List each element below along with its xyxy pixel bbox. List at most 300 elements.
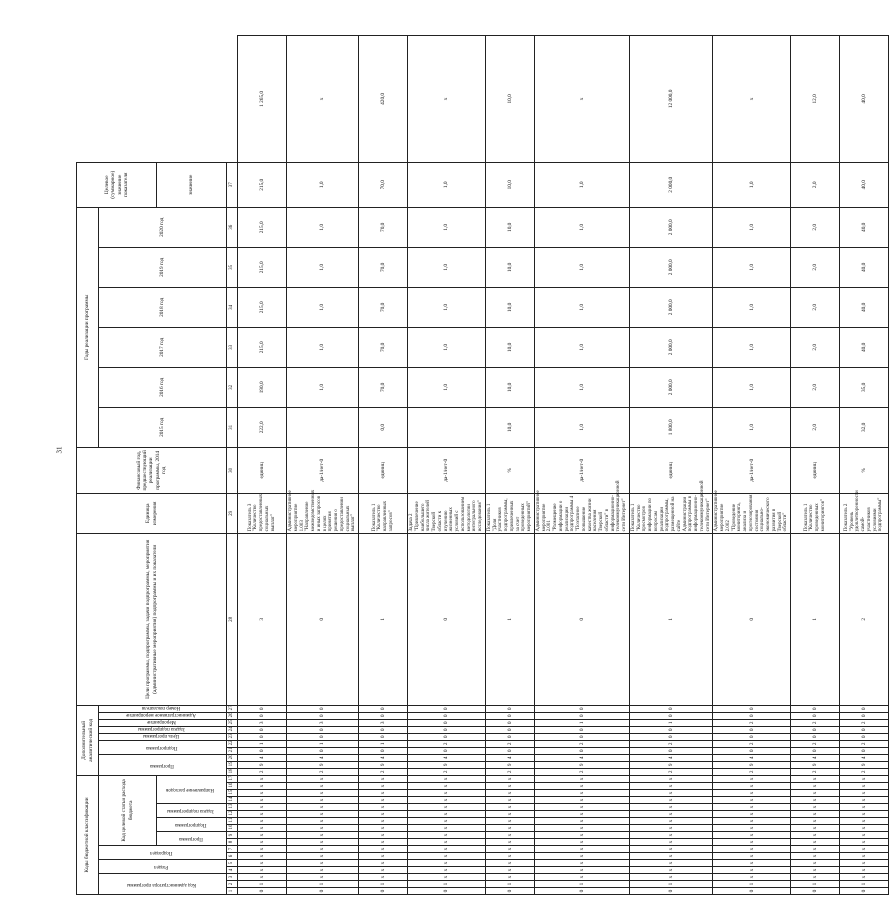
year-value-cell: 2 000,0 xyxy=(629,367,713,407)
table-row xyxy=(485,36,534,895)
code-cell: х xyxy=(238,804,287,811)
year-value-cell: 1,0 xyxy=(287,367,359,407)
code-cell: х xyxy=(287,797,359,804)
code-cell: 0 xyxy=(408,719,486,726)
code-cell: х xyxy=(238,832,287,839)
code-cell: 4 xyxy=(791,754,840,761)
code-cell: 3 xyxy=(359,719,408,726)
unit-cell: да-1/нет-0 xyxy=(713,447,791,493)
code-cell: 1 xyxy=(629,881,713,888)
indicator-name-cell: Административное мероприятие 2.002 "Проведение мониторинга, анализа и прогнозирования состояния социально-экономического развития в Тверской области" xyxy=(713,493,791,533)
code-cell: 1 xyxy=(238,881,287,888)
code-cell: 9 xyxy=(629,761,713,768)
code-cell: х xyxy=(629,818,713,825)
code-cell: 1 xyxy=(485,533,534,705)
code-cell: 2 xyxy=(534,768,629,775)
header-year-5: 2020 год xyxy=(99,207,227,247)
code-cell: х xyxy=(408,874,486,881)
indicator-name-cell: Административное мероприятие 2.001 "Размещение информации о реализации подпрограммы 4 "Поэтапное повышение качества жизни населения Тверской области" в информационно-телекоммуникационной сети Интернет" xyxy=(534,493,629,533)
code-cell: х xyxy=(713,818,791,825)
code-cell: 1 xyxy=(359,533,408,705)
code-cell: 4 xyxy=(287,754,359,761)
code-cell: х xyxy=(840,804,889,811)
column-number-cell: 31 xyxy=(227,407,238,447)
unit-cell: % xyxy=(485,447,534,493)
year-value-cell: 10,0 xyxy=(485,287,534,327)
year-value-cell: 215,0 xyxy=(238,327,287,367)
code-cell: х xyxy=(287,874,359,881)
code-cell: 0 xyxy=(408,705,486,712)
unit-cell: да-1/нет-0 xyxy=(534,447,629,493)
unit-cell: единиц xyxy=(359,447,408,493)
column-number-cell: 27 xyxy=(227,705,238,712)
code-cell: 2 xyxy=(791,740,840,747)
code-cell: х xyxy=(238,818,287,825)
total-value-cell: 1 265,0 xyxy=(238,36,287,163)
year-value-cell: 35,0 xyxy=(840,367,889,407)
total-value-cell: 12 000,0 xyxy=(629,36,713,163)
code-cell: х xyxy=(287,783,359,790)
total-value-cell: 420,0 xyxy=(359,36,408,163)
column-number-cell: 5 xyxy=(227,860,238,867)
year-value-cell: 10,0 xyxy=(485,207,534,247)
code-cell: 3 xyxy=(238,719,287,726)
code-cell: 4 xyxy=(629,754,713,761)
year-value-cell: 1,0 xyxy=(534,327,629,367)
code-cell: х xyxy=(534,811,629,818)
table-row xyxy=(713,36,791,895)
code-cell: х xyxy=(629,832,713,839)
column-number-cell: 29 xyxy=(227,493,238,533)
header-task: Задача подпрограммы xyxy=(157,804,227,818)
column-number-cell: 21 xyxy=(227,747,238,754)
header-year-3: 2018 год xyxy=(99,287,227,327)
code-cell: х xyxy=(534,867,629,874)
code-cell: х xyxy=(534,818,629,825)
code-cell: 0 xyxy=(713,747,791,754)
code-cell: х xyxy=(485,790,534,797)
code-cell: 0 xyxy=(359,712,408,719)
code-cell: 0 xyxy=(629,726,713,733)
base-year-cell xyxy=(408,407,486,447)
code-cell: х xyxy=(840,818,889,825)
year-value-cell: 2 000,0 xyxy=(629,207,713,247)
year-value-cell: 70,0 xyxy=(359,247,408,287)
base-year-cell: 1,0 xyxy=(713,407,791,447)
table-body xyxy=(238,36,889,895)
indicator-name-cell: Задача 2 "Привлечение наибольшего числа жителей Тверской области к изучению жизненных условий с использованием методологии интегрального исследования" xyxy=(408,493,486,533)
code-cell: 0 xyxy=(629,705,713,712)
code-cell: 0 xyxy=(534,705,629,712)
code-cell: х xyxy=(359,790,408,797)
column-number-cell: 7 xyxy=(227,846,238,853)
code-cell: х xyxy=(791,811,840,818)
column-number-cell: 28 xyxy=(227,533,238,705)
header-goal: Цель программы xyxy=(99,733,227,740)
year-value-cell: 215,0 xyxy=(238,207,287,247)
code-cell: 3 xyxy=(238,533,287,705)
year-value-cell: 40,0 xyxy=(840,287,889,327)
year-value-cell: 1,0 xyxy=(713,247,791,287)
code-cell: х xyxy=(359,804,408,811)
code-cell: 4 xyxy=(408,754,486,761)
code-cell: х xyxy=(791,853,840,860)
code-cell: х xyxy=(408,825,486,832)
year-value-cell: 70,0 xyxy=(359,327,408,367)
code-cell: х xyxy=(408,860,486,867)
year-value-cell: 1,0 xyxy=(534,162,629,207)
column-number-cell: 14 xyxy=(227,797,238,804)
year-value-cell: 10,0 xyxy=(485,327,534,367)
code-cell: х xyxy=(485,804,534,811)
year-value-cell: 70,0 xyxy=(359,162,408,207)
column-number-cell: 33 xyxy=(227,327,238,367)
year-value-cell: 2,0 xyxy=(791,247,840,287)
column-number-cell: 32 xyxy=(227,367,238,407)
year-value-cell: 2 000,0 xyxy=(629,247,713,287)
year-value-cell: 40,0 xyxy=(840,162,889,207)
code-cell: х xyxy=(238,839,287,846)
code-cell: х xyxy=(287,825,359,832)
code-cell: 9 xyxy=(840,761,889,768)
column-number-cell: 36 xyxy=(227,207,238,247)
year-value-cell: 1,0 xyxy=(713,287,791,327)
code-cell: х xyxy=(791,775,840,782)
code-cell: х xyxy=(713,783,791,790)
code-cell: х xyxy=(534,860,629,867)
code-cell: х xyxy=(238,853,287,860)
code-cell: 0 xyxy=(485,719,534,726)
code-cell: х xyxy=(629,804,713,811)
code-cell: х xyxy=(629,839,713,846)
code-cell: х xyxy=(713,804,791,811)
code-cell: 2 xyxy=(713,740,791,747)
year-value-cell: 1,0 xyxy=(534,247,629,287)
code-cell: х xyxy=(629,853,713,860)
code-cell: х xyxy=(534,832,629,839)
code-cell: 0 xyxy=(840,705,889,712)
code-cell: х xyxy=(359,811,408,818)
column-number-cell: 24 xyxy=(227,726,238,733)
code-cell: 0 xyxy=(713,733,791,740)
code-cell: х xyxy=(485,775,534,782)
rotated-table-container xyxy=(76,35,884,895)
column-number-cell: 13 xyxy=(227,804,238,811)
year-value-cell: 1,0 xyxy=(408,247,486,287)
code-cell: х xyxy=(791,832,840,839)
code-cell: х xyxy=(629,825,713,832)
year-value-cell: 70,0 xyxy=(359,207,408,247)
code-cell: 4 xyxy=(713,754,791,761)
year-value-cell: 10,0 xyxy=(485,247,534,287)
code-cell: х xyxy=(359,775,408,782)
column-numbers-row xyxy=(227,36,238,895)
code-cell: 4 xyxy=(840,754,889,761)
code-cell: х xyxy=(629,790,713,797)
code-cell: 0 xyxy=(629,747,713,754)
code-cell: х xyxy=(713,790,791,797)
code-cell: х xyxy=(359,797,408,804)
code-cell: х xyxy=(791,825,840,832)
code-cell: 0 xyxy=(238,712,287,719)
unit-cell: единиц xyxy=(238,447,287,493)
code-cell: х xyxy=(840,783,889,790)
base-year-cell: 10,0 xyxy=(485,407,534,447)
code-cell: 0 xyxy=(238,726,287,733)
code-cell: х xyxy=(287,804,359,811)
indicator-name-cell: Показатель 3 "Количество предоставленных социальных выплат" xyxy=(238,493,287,533)
year-value-cell: 1,0 xyxy=(408,367,486,407)
code-cell: 0 xyxy=(408,733,486,740)
column-number-cell: 25 xyxy=(227,719,238,726)
code-cell: х xyxy=(534,839,629,846)
code-cell: 4 xyxy=(238,754,287,761)
code-cell: 0 xyxy=(534,726,629,733)
code-cell: 2 xyxy=(840,533,889,705)
header-year-0: 2015 год xyxy=(99,407,227,447)
total-value-cell: х xyxy=(713,36,791,163)
year-value-cell: 70,0 xyxy=(359,287,408,327)
code-cell: 0 xyxy=(629,712,713,719)
code-cell: 2 xyxy=(629,740,713,747)
code-cell: х xyxy=(534,825,629,832)
year-value-cell: 2 000,0 xyxy=(629,287,713,327)
year-value-cell: 10,0 xyxy=(485,367,534,407)
code-cell: х xyxy=(238,860,287,867)
code-cell: х xyxy=(534,783,629,790)
code-cell: х xyxy=(408,804,486,811)
code-cell: х xyxy=(408,797,486,804)
header-year-4: 2019 год xyxy=(99,247,227,287)
code-cell: 0 xyxy=(287,888,359,895)
header-indicator-name: Цели программы, подпрограммы, задачи подпрограммы, мероприятия (административные мероприятия) подпрограммы и их показатели xyxy=(77,533,227,705)
code-cell: 0 xyxy=(791,733,840,740)
code-cell: х xyxy=(485,874,534,881)
code-cell: 0 xyxy=(713,712,791,719)
code-cell: 2 xyxy=(534,740,629,747)
code-cell: 2 xyxy=(485,768,534,775)
code-cell: х xyxy=(287,790,359,797)
code-cell: 0 xyxy=(359,888,408,895)
code-cell: х xyxy=(485,832,534,839)
year-value-cell: 2,0 xyxy=(791,287,840,327)
code-cell: х xyxy=(840,839,889,846)
code-cell: 2 xyxy=(791,768,840,775)
code-cell: 0 xyxy=(408,888,486,895)
column-number-cell: 35 xyxy=(227,247,238,287)
code-cell: 0 xyxy=(287,705,359,712)
year-value-cell: 1,0 xyxy=(534,367,629,407)
code-cell: х xyxy=(534,804,629,811)
year-value-cell: 190,0 xyxy=(238,367,287,407)
code-cell: х xyxy=(485,825,534,832)
code-cell: 1 xyxy=(408,881,486,888)
code-cell: х xyxy=(287,832,359,839)
header-indicator-no: Номер показателя xyxy=(99,705,227,712)
code-cell: 0 xyxy=(791,888,840,895)
header-value: значение xyxy=(157,162,227,207)
year-value-cell: 1,0 xyxy=(713,367,791,407)
total-value-cell: 10,0 xyxy=(485,36,534,163)
year-value-cell: 2 000,0 xyxy=(629,327,713,367)
header-section: Раздел xyxy=(99,860,227,874)
code-cell: х xyxy=(534,797,629,804)
year-value-cell: 2,0 xyxy=(791,162,840,207)
code-cell: х xyxy=(238,811,287,818)
header-year-2: 2017 год xyxy=(99,327,227,367)
year-value-cell: 1,0 xyxy=(713,207,791,247)
code-cell: х xyxy=(713,860,791,867)
code-cell: 2 xyxy=(408,768,486,775)
year-value-cell: 1,0 xyxy=(713,162,791,207)
code-cell: 0 xyxy=(713,888,791,895)
code-cell: х xyxy=(840,860,889,867)
code-cell: х xyxy=(713,825,791,832)
column-number-cell: 23 xyxy=(227,733,238,740)
code-cell: х xyxy=(408,783,486,790)
code-cell: 0 xyxy=(713,726,791,733)
code-cell: х xyxy=(408,790,486,797)
base-year-cell: 32,0 xyxy=(840,407,889,447)
code-cell: 0 xyxy=(629,888,713,895)
code-cell: х xyxy=(359,860,408,867)
code-cell: х xyxy=(485,853,534,860)
code-cell: 0 xyxy=(359,726,408,733)
code-cell: х xyxy=(713,853,791,860)
table-row xyxy=(534,36,629,895)
table-row xyxy=(840,36,889,895)
code-cell: 0 xyxy=(238,747,287,754)
unit-cell: единиц xyxy=(791,447,840,493)
column-number-cell: 10 xyxy=(227,825,238,832)
code-cell: 0 xyxy=(287,726,359,733)
code-cell: 0 xyxy=(840,888,889,895)
code-cell: 0 xyxy=(359,733,408,740)
code-cell: х xyxy=(359,825,408,832)
year-value-cell: 1,0 xyxy=(534,207,629,247)
year-value-cell: 1,0 xyxy=(287,287,359,327)
code-cell: 0 xyxy=(287,747,359,754)
column-number-cell: 4 xyxy=(227,867,238,874)
indicator-name-cell: Показатель 1 "Количество просмотров информации по вопросам реализации подпрограммы, размещенной на сайте Администрации подпрограммы в информационно-телекоммуникационной сети Интернет" xyxy=(629,493,713,533)
code-cell: х xyxy=(238,775,287,782)
code-cell: 1 xyxy=(485,881,534,888)
year-value-cell: 1,0 xyxy=(534,287,629,327)
header-admin-code: Код администратора программы xyxy=(99,874,227,895)
year-value-cell: 40,0 xyxy=(840,207,889,247)
code-cell: х xyxy=(287,846,359,853)
code-cell: 2 xyxy=(791,719,840,726)
unit-cell: да-1/нет-0 xyxy=(408,447,486,493)
table-row xyxy=(629,36,713,895)
code-cell: х xyxy=(287,860,359,867)
code-cell: 0 xyxy=(791,705,840,712)
code-cell: 0 xyxy=(238,705,287,712)
code-cell: х xyxy=(629,797,713,804)
year-value-cell: 1,0 xyxy=(287,327,359,367)
code-cell: 0 xyxy=(534,888,629,895)
column-number-cell: 11 xyxy=(227,818,238,825)
header-subsection: Подраздел xyxy=(99,846,227,860)
code-cell: 0 xyxy=(408,726,486,733)
code-cell: х xyxy=(359,818,408,825)
code-cell: х xyxy=(485,818,534,825)
code-cell: 0 xyxy=(534,533,629,705)
year-value-cell: 1,0 xyxy=(408,162,486,207)
code-cell: х xyxy=(408,818,486,825)
code-cell: 2 xyxy=(629,768,713,775)
code-cell: 0 xyxy=(485,705,534,712)
code-cell: 1 xyxy=(238,740,287,747)
code-cell: х xyxy=(287,867,359,874)
column-number-cell: 19 xyxy=(227,761,238,768)
code-cell: 0 xyxy=(408,747,486,754)
code-cell: х xyxy=(840,846,889,853)
code-cell: х xyxy=(629,846,713,853)
year-value-cell: 10,0 xyxy=(485,162,534,207)
code-cell: х xyxy=(485,867,534,874)
code-cell: х xyxy=(359,832,408,839)
code-cell: 1 xyxy=(713,881,791,888)
code-cell: х xyxy=(840,797,889,804)
total-value-cell: х xyxy=(408,36,486,163)
code-cell: х xyxy=(713,797,791,804)
code-cell: 0 xyxy=(238,888,287,895)
table-row xyxy=(791,36,840,895)
code-cell: х xyxy=(713,811,791,818)
header-codes-group: Коды бюджетной классификации xyxy=(77,775,99,894)
indicator-name-cell: Административное мероприятие 1.003 "Направление межведомственных и иных запросов в целях принятия решения о предоставлении социальных выплат" xyxy=(287,493,359,533)
code-cell: 4 xyxy=(485,754,534,761)
year-value-cell: 40,0 xyxy=(840,327,889,367)
header-subprogram: Подпрограмма xyxy=(157,818,227,832)
code-cell: х xyxy=(791,783,840,790)
base-year-cell: 2,0 xyxy=(791,407,840,447)
unit-cell: единиц xyxy=(629,447,713,493)
code-cell: 0 xyxy=(485,733,534,740)
code-cell: 0 xyxy=(629,733,713,740)
code-cell: 1 xyxy=(287,881,359,888)
code-cell: х xyxy=(713,867,791,874)
total-value-cell: х xyxy=(534,36,629,163)
code-cell: х xyxy=(287,775,359,782)
year-value-cell: 1,0 xyxy=(408,287,486,327)
code-cell: 1 xyxy=(840,881,889,888)
code-cell: х xyxy=(534,874,629,881)
column-number-cell: 6 xyxy=(227,853,238,860)
code-cell: х xyxy=(287,811,359,818)
code-cell: х xyxy=(840,832,889,839)
code-cell: х xyxy=(359,839,408,846)
code-cell: х xyxy=(238,783,287,790)
unit-cell: % xyxy=(840,447,889,493)
code-cell: х xyxy=(408,839,486,846)
code-cell: 4 xyxy=(534,754,629,761)
code-cell: х xyxy=(238,797,287,804)
code-cell: х xyxy=(485,839,534,846)
code-cell: 0 xyxy=(713,705,791,712)
base-year-cell: 1,0 xyxy=(534,407,629,447)
code-cell: х xyxy=(840,825,889,832)
column-number-cell: 20 xyxy=(227,754,238,761)
code-cell: х xyxy=(629,783,713,790)
code-cell: 1 xyxy=(791,881,840,888)
column-number-cell: 16 xyxy=(227,783,238,790)
unit-cell: да-1/нет-0 xyxy=(287,447,359,493)
code-cell: 0 xyxy=(840,712,889,719)
code-cell: х xyxy=(629,874,713,881)
code-cell: 0 xyxy=(791,712,840,719)
